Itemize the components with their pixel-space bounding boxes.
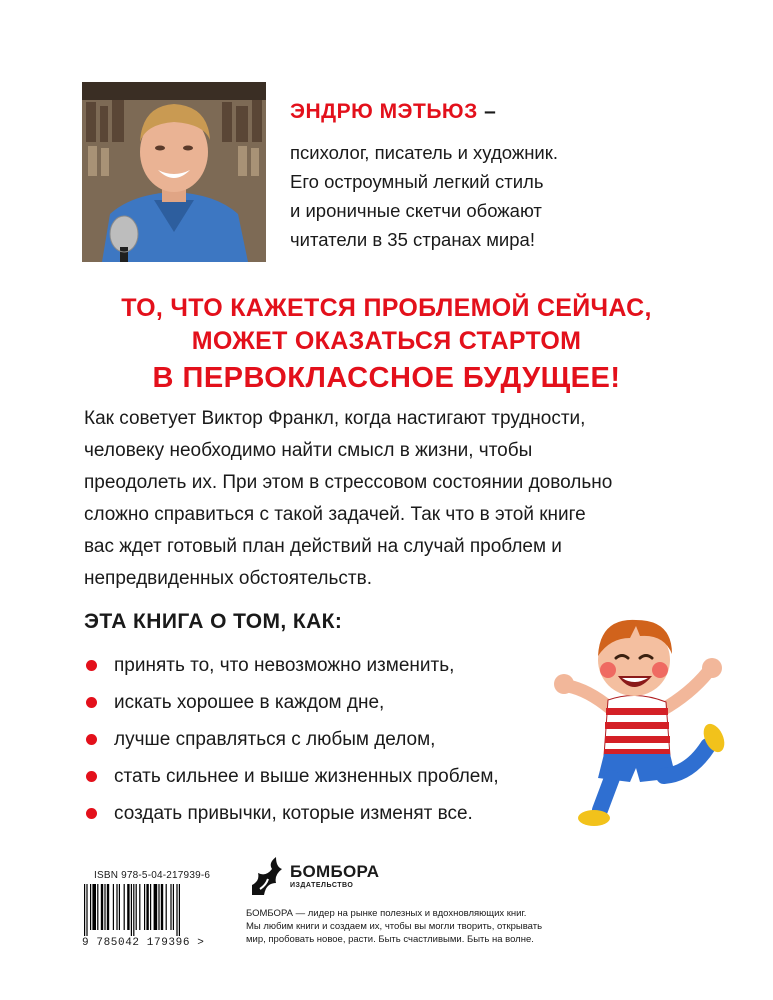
list-item-text: лучше справляться с любым делом, (114, 729, 436, 750)
intro-line: преодолеть их. При этом в стрессовом состоянии довольно (84, 472, 613, 493)
list-item (84, 654, 499, 691)
author-bio-line: и ироничные скетчи обожают (290, 200, 542, 221)
author-info (290, 100, 710, 254)
headline (0, 292, 773, 398)
isbn-number: ISBN 978-5-04-217939-6 (94, 870, 211, 881)
author-name-line (290, 100, 710, 124)
publisher-logo (246, 855, 576, 897)
barcode-icon (82, 884, 230, 936)
intro-line: человеку необходимо найти смысл в жизни, чтобы (84, 440, 533, 461)
list-item (84, 765, 499, 802)
intro-line: Как советует Виктор Франкл, когда настигают трудности, (84, 408, 586, 429)
list-item-text: создать привычки, которые изменят все. (114, 803, 473, 824)
intro-line: вас ждет готовый план действий на случай проблем и (84, 536, 562, 557)
jumping-boy-illustration (540, 598, 745, 833)
red-dot-bullet-icon (86, 734, 97, 745)
intro-line: непредвиденных обстоятельств. (84, 568, 372, 589)
intro-line: сложно справиться с такой задачей. Так что в этой книге (84, 504, 586, 525)
author-bio-line: психолог, писатель и художник. (290, 142, 558, 163)
publisher-desc-line: БОМБОРА — лидер на рынке полезных и вдохновляющих книг. (246, 908, 527, 919)
publisher-desc-line: Мы любим книги и создаем их, чтобы вы могли творить, открывать (246, 921, 543, 932)
list-item (84, 691, 499, 728)
author-photo (82, 82, 266, 262)
headline-line: МОЖЕТ ОКАЗАТЬСЯ СТАРТОМ (191, 327, 582, 355)
publisher-brand (290, 863, 379, 890)
red-dot-bullet-icon (86, 771, 97, 782)
list-item-text: стать сильнее и выше жизненных проблем, (114, 766, 499, 787)
barcode-digits: 9 785042 179396 > (82, 937, 205, 949)
red-dot-bullet-icon (86, 660, 97, 671)
topics-list (84, 654, 499, 839)
publisher-name: БОМБОРА (290, 861, 380, 881)
headline-line-large: В ПЕРВОКЛАССНОЕ БУДУЩЕЕ! (152, 362, 621, 394)
author-name: ЭНДРЮ МЭТЬЮЗ (290, 100, 478, 123)
intro-paragraph (84, 403, 694, 595)
red-dot-bullet-icon (86, 808, 97, 819)
list-item (84, 728, 499, 765)
publisher-info (246, 855, 576, 946)
list-item-text: искать хорошее в каждом дне, (114, 692, 385, 713)
list-item-text: принять то, что невозможно изменить, (114, 655, 455, 676)
red-dot-bullet-icon (86, 697, 97, 708)
bombora-logo-icon (246, 855, 286, 897)
topics-heading: ЭТА КНИГА О ТОМ, КАК: (84, 610, 343, 633)
publisher-subtitle: ИЗДАТЕЛЬСТВО (290, 881, 354, 889)
author-dash: – (477, 100, 497, 123)
publisher-desc-line: мир, пробовать новое, расти. Быть счастливыми. Быть на волне. (246, 934, 534, 945)
author-bio-line: Его остроумный легкий стиль (290, 171, 544, 192)
publisher-description (246, 907, 576, 946)
headline-line: ТО, ЧТО КАЖЕТСЯ ПРОБЛЕМОЙ СЕЙЧАС, (121, 294, 652, 322)
list-item (84, 802, 499, 839)
author-bio (290, 138, 710, 254)
barcode-block (82, 870, 230, 949)
author-bio-line: читатели в 35 странах мира! (290, 229, 535, 250)
